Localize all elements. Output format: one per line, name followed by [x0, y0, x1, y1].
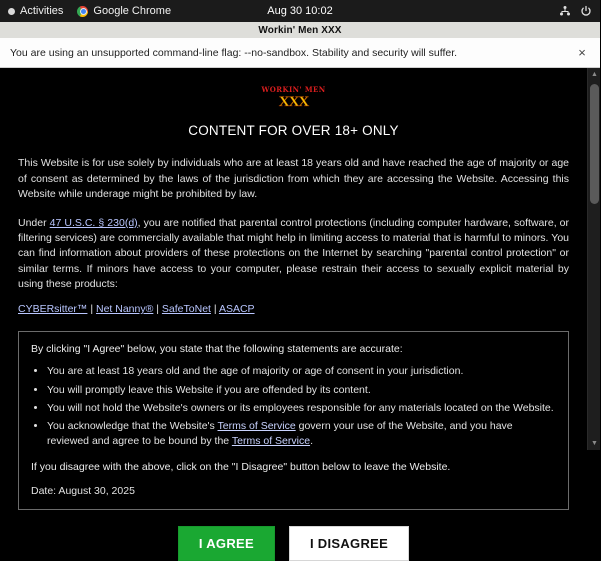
terms-of-service-link-2[interactable]: Terms of Service: [231, 435, 311, 448]
activities-button[interactable]: [8, 5, 63, 17]
asacp-link[interactable]: ASACP: [218, 303, 255, 316]
action-button-row: [18, 526, 569, 561]
clock[interactable]: Aug 30 10:02: [267, 5, 333, 17]
i-disagree-button[interactable]: I DISAGREE: [289, 526, 409, 561]
disagree-instruction: If you disagree with the above, click on the "I Disagree" button below to leave the Website.: [31, 460, 451, 473]
scroll-up-arrow-icon[interactable]: ▲: [591, 71, 598, 78]
bullet4-post: .: [310, 435, 313, 448]
chrome-icon: [77, 6, 88, 17]
list-item: • You will promptly leave this Website if you are offended by its content.: [47, 383, 556, 398]
browser-window-title: Workin' Men XXX: [0, 22, 600, 38]
list-item: • You will not hold the Website's owners or its employees responsible for any materials located on the Website.: [47, 401, 556, 416]
page-scrollbar[interactable]: [587, 68, 600, 450]
agreement-box: [18, 331, 569, 510]
sep-1: |: [87, 303, 96, 316]
paragraph2-post: , you are notified that parental control protections (including computer hardware, software, or filtering services) are commercially available that might help in limiting access to material that is harmful to minors. You can find information about providers of these protections on the Internet by searching "parental control protection" or similar terms. If minors have access to your computer, please restrain their access to sexually explicit material by using these products:: [18, 216, 570, 290]
paragraph2-pre: Under: [18, 216, 50, 229]
top-bar-status-group[interactable]: [559, 5, 600, 17]
top-bar-left-group: [0, 5, 171, 17]
sep-2: |: [153, 303, 162, 316]
logo-top-text: WORKIN' MEN: [261, 85, 326, 94]
terms-of-service-link-1[interactable]: Terms of Service: [217, 420, 296, 433]
i-agree-button[interactable]: I AGREE: [178, 526, 275, 561]
logo-xxx-text: XXX: [278, 93, 309, 110]
list-item: [47, 419, 556, 449]
unsupported-flag-infobar: [0, 38, 600, 68]
agreement-intro: By clicking "I Agree" below, you state that the following statements are accurate:: [31, 343, 403, 356]
app-menu-chrome[interactable]: [77, 5, 171, 17]
parental-controls-paragraph: [18, 216, 569, 292]
agreement-bullet-list: [47, 364, 556, 449]
age-verification-page: [0, 68, 587, 551]
sep-3: |: [210, 303, 219, 316]
bullet4-mid: govern your use of the Website, and you have reviewed and agree to be bound by the: [47, 420, 513, 448]
current-date-text: Date: August 30, 2025: [31, 484, 135, 497]
activities-label: Activities: [20, 5, 64, 17]
scrollbar-thumb[interactable]: [590, 84, 599, 204]
close-icon[interactable]: ×: [578, 45, 586, 60]
network-icon: [559, 5, 571, 17]
page-viewport: [0, 68, 600, 551]
filter-products-links: [18, 302, 569, 317]
system-top-bar: [0, 0, 600, 22]
infobar-message: You are using an unsupported command-line flag: --no-sandbox. Stability and security will suffer.: [10, 46, 458, 59]
activities-dot-icon: [8, 8, 15, 15]
cybersitter-link[interactable]: CYBERsitter™: [18, 303, 88, 316]
page-title: CONTENT FOR OVER 18+ ONLY: [188, 122, 399, 138]
net-nanny-link[interactable]: Net Nanny®: [96, 303, 154, 316]
scroll-down-arrow-icon[interactable]: ▼: [591, 440, 598, 447]
app-menu-label: Google Chrome: [93, 5, 172, 17]
age-disclaimer-paragraph: This Website is for use solely by individuals who are at least 18 years old and have reached the age of majority or age of consent as determined by the laws of the jurisdiction from which they are accessing the Website. Accessing this Website while underage might be prohibited by law.: [18, 157, 569, 200]
site-logo: [18, 84, 569, 111]
bullet4-pre: You acknowledge that the Website's: [47, 420, 218, 433]
safetonet-link[interactable]: SafeToNet: [161, 303, 211, 316]
power-icon: [580, 5, 592, 17]
usc-230d-link[interactable]: 47 U.S.C. § 230(d): [49, 216, 138, 229]
list-item: • You are at least 18 years old and the age of majority or age of consent in your jurisdiction.: [47, 364, 556, 379]
